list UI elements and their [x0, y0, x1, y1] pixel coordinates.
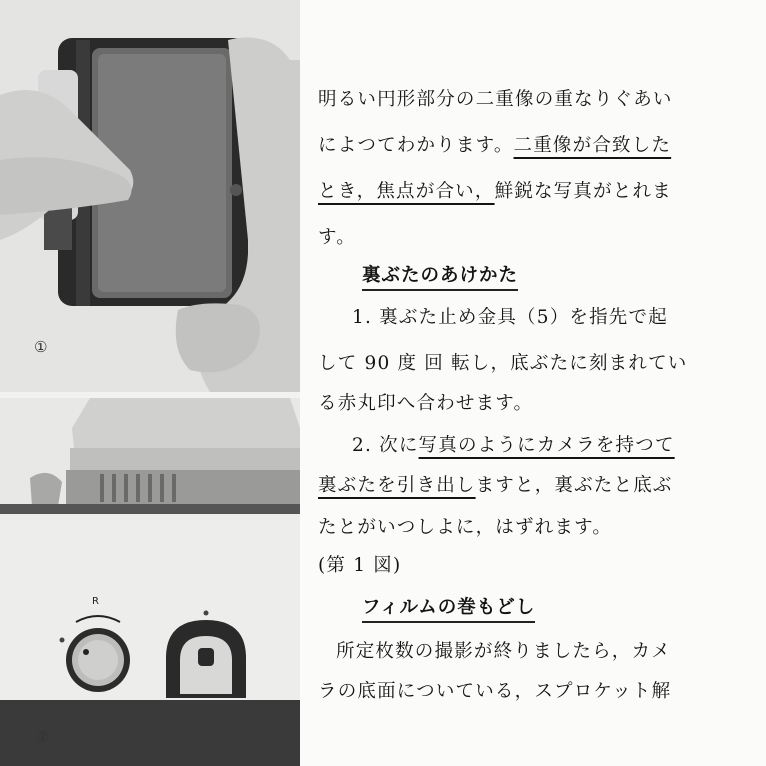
figure-1-photo: [0, 0, 300, 392]
text-line: る赤丸印へ合わせます。: [318, 393, 534, 414]
text-line: 2. 次に写真のようにカメラを持つて: [352, 435, 675, 456]
section-heading: 裏ぶたのあけかた: [362, 260, 518, 292]
text-line: して 90 度 回 転し，底ぶたに刻まれてい: [318, 353, 688, 374]
text-line: ラの底面についている，スプロケット解: [318, 681, 672, 702]
text-line: によつてわかります。二重像が合致した: [318, 135, 672, 156]
photo-column: [0, 0, 300, 766]
text-line: 明るい円形部分の二重像の重なりぐあい: [318, 89, 673, 110]
dial-r-label: R: [92, 596, 99, 607]
text-line: たとがいつしよに，はずれます。: [318, 517, 613, 538]
text-line: とき，焦点が合い，鮮鋭な写真がとれま: [318, 181, 672, 202]
figure-2-number: ②: [36, 728, 50, 746]
camera-hands-illustration: [0, 0, 300, 392]
text-line: 所定枚数の撮影が終りましたら，カメ: [336, 641, 671, 662]
text-line: 1. 裏ぶた止め金具（5）を指先で起: [352, 307, 668, 328]
text-line: 裏ぶたを引き出しますと，裏ぶたと底ぶ: [318, 475, 673, 496]
section-heading: フィルムの巻もどし: [362, 592, 535, 624]
text-line: す。: [318, 227, 356, 248]
figure-2-photo: [0, 398, 300, 766]
figure-1-number: ①: [34, 338, 48, 356]
text-line: (第 1 図): [318, 555, 402, 576]
camera-bottom-illustration: [0, 398, 300, 766]
